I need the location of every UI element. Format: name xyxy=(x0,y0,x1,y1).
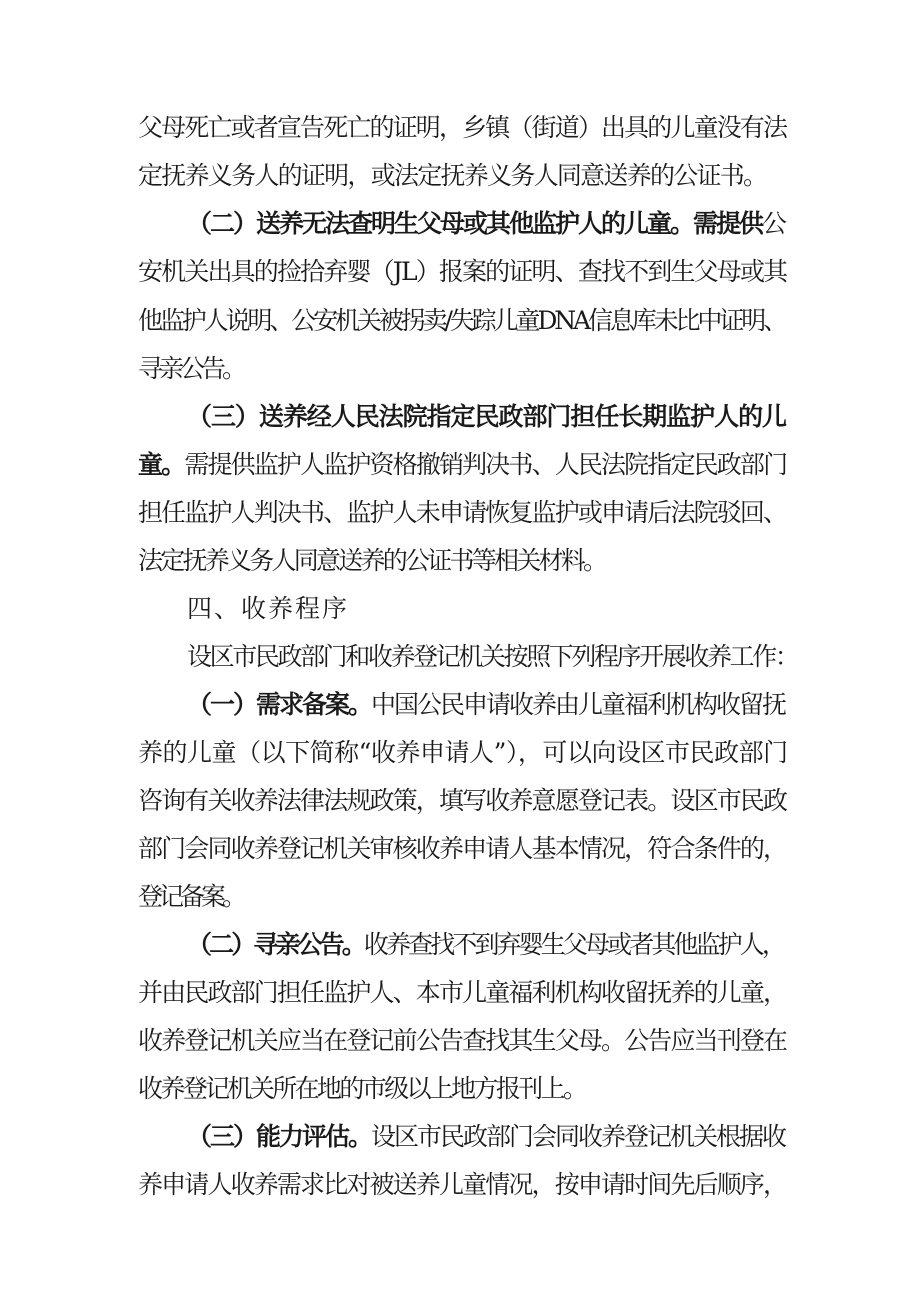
body-text: 咨询有关收养法律法规政策，填写收养意愿登记表。设区市民政 xyxy=(138,786,787,815)
body-text: 收养查找不到弃婴生父母或者其他监护人， xyxy=(363,930,784,959)
text-line xyxy=(138,881,243,913)
body-text: 公 xyxy=(762,209,786,238)
body-text: 定抚养义务人的证明，或法定抚养义务人同意送养的公证书。 xyxy=(138,161,767,190)
text-line xyxy=(138,1169,786,1201)
text-line xyxy=(187,641,797,673)
text-line xyxy=(138,833,786,865)
body-text: 部门会同收养登记机关审核收养申请人基本情况，符合条件的， xyxy=(138,834,787,863)
text-line xyxy=(138,112,786,144)
text-line xyxy=(138,160,766,192)
text-line xyxy=(138,1073,585,1105)
body-text: 担任监护人判决书、监护人未申请恢复监护或申请后法院驳回、 xyxy=(138,498,787,527)
bold-text: 童。 xyxy=(138,450,185,479)
body-text: 登记备案。 xyxy=(138,882,244,911)
body-text: 寻亲公告。 xyxy=(138,354,244,383)
body-text: 安机关出具的捡拾弃婴（JL）报案的证明、查找不到生父母或其 xyxy=(138,257,787,286)
body-text: 收养登记机关所在地的市级以上地方报刊上。 xyxy=(138,1074,586,1103)
text-line xyxy=(138,497,786,529)
text-line xyxy=(187,401,786,433)
text-line xyxy=(138,785,786,817)
text-line xyxy=(187,1121,785,1153)
body-text: 设区市民政部门会同收养登记机关根据收 xyxy=(371,1122,786,1151)
bold-text: （三）能力评估。 xyxy=(187,1122,372,1151)
bold-text: （一）需求备案。 xyxy=(187,690,372,719)
text-line xyxy=(138,353,243,385)
text-line xyxy=(138,1025,786,1057)
body-text: 设区市民政部门和收养登记机关按照下列程序开展收养工作： xyxy=(187,642,798,671)
text-line xyxy=(138,977,786,1009)
body-text: 父母死亡或者宣告死亡的证明，乡镇（街道）出具的儿童没有法 xyxy=(138,113,787,142)
body-text: 收养登记机关应当在登记前公告查找其生父母。公告应当刊登在 xyxy=(138,1026,787,1055)
bold-text: （二）送养无法查明生父母或其他监护人的儿童。需提供 xyxy=(187,209,763,238)
text-line xyxy=(187,208,785,240)
body-text: 中国公民申请收养由儿童福利机构收留抚 xyxy=(371,690,786,719)
text-line xyxy=(138,449,786,481)
text-line xyxy=(138,545,605,577)
text-line xyxy=(138,305,785,337)
text-line xyxy=(187,689,785,721)
text-line xyxy=(138,737,788,769)
text-line xyxy=(138,256,786,288)
text-line xyxy=(187,593,349,625)
text-line xyxy=(187,929,784,961)
body-text: 法定抚养义务人同意送养的公证书等相关材料。 xyxy=(138,546,606,575)
bold-text: （三）送养经人民法院指定民政部门担任长期监护人的儿 xyxy=(187,402,787,431)
bold-text: （二）寻亲公告。 xyxy=(187,930,364,959)
body-text: 养的儿童（以下简称“收养申请人”），可以向设区市民政部门 xyxy=(138,738,788,767)
section-heading: 四、收养程序 xyxy=(187,594,350,623)
body-text: 养申请人收养需求比对被送养儿童情况，按申请时间先后顺序， xyxy=(138,1170,787,1199)
body-text: 他监护人说明、公安机关被拐卖/失踪儿童DNA信息库未比中证明、 xyxy=(138,306,785,335)
body-text: 需提供监护人监护资格撤销判决书、人民法院指定民政部门 xyxy=(184,450,787,479)
body-text: 并由民政部门担任监护人、本市儿童福利机构收留抚养的儿童， xyxy=(138,978,787,1007)
